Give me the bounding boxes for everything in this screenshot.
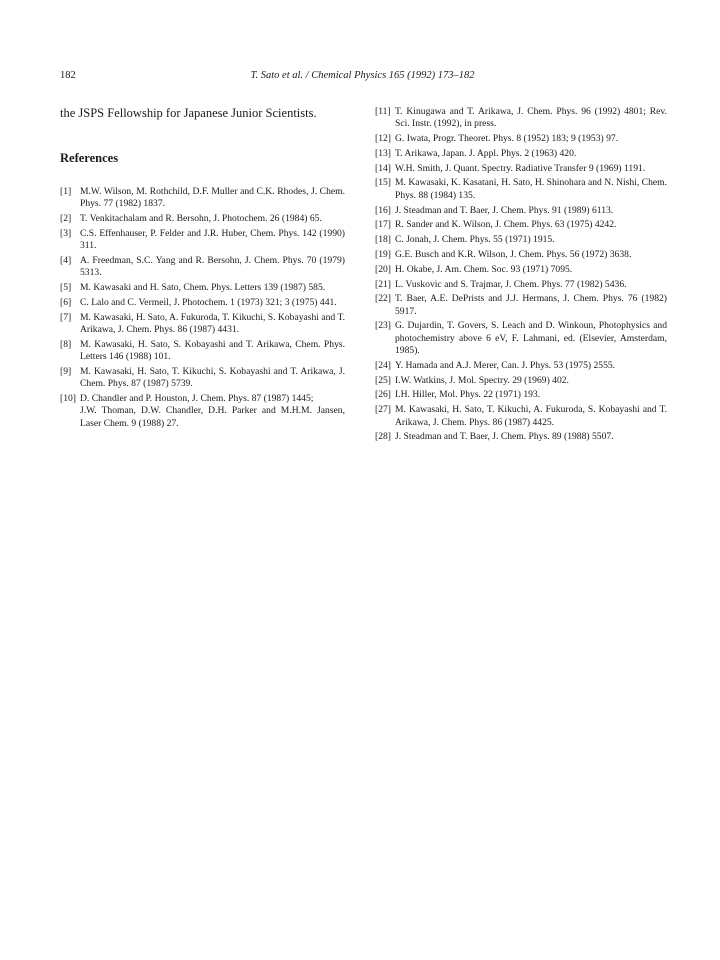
reference-number: [22]	[375, 293, 391, 305]
reference-item	[375, 389, 667, 401]
reference-text: M. Kawasaki and H. Sato, Chem. Phys. Letters 139 (1987) 585.	[80, 282, 326, 294]
acknowledgement-continuation: the JSPS Fellowship for Japanese Junior Scientists.	[60, 106, 317, 120]
reference-number: [10]	[60, 392, 76, 404]
page-number: 182	[60, 70, 76, 81]
reference-text: I.H. Hiller, Mol. Phys. 22 (1971) 193.	[395, 389, 541, 401]
reference-text: C. Lalo and C. Vermeil, J. Photochem. 1 (1973) 321; 3 (1975) 441.	[80, 296, 337, 308]
reference-number: [11]	[375, 106, 391, 117]
reference-text: M. Kawasaki, K. Kasatani, H. Sato, H. Shinohara and N. Nishi, Chem. Phys. 88 (1984) 135.	[395, 177, 667, 201]
reference-number: [19]	[375, 248, 391, 260]
reference-item	[375, 320, 667, 357]
reference-number: [3]	[60, 227, 72, 239]
right-column	[375, 106, 667, 446]
reference-item	[375, 404, 667, 429]
reference-number: [5]	[60, 282, 72, 294]
reference-text: M. Kawasaki, H. Sato, T. Kikuchi, A. Fukuroda, S. Kobayashi and T. Arikawa, J. Chem. Phys. 86 (1987) 4425.	[395, 404, 667, 428]
reference-text: M. Kawasaki, H. Sato, S. Kobayashi and T. Arikawa, Chem. Phys. Letters 146 (1988) 101.	[80, 338, 345, 363]
reference-number: [16]	[375, 204, 391, 216]
reference-text: Y. Hamada and A.J. Merer, Can. J. Phys. 53 (1975) 2555.	[395, 359, 616, 371]
reference-item	[375, 249, 667, 261]
reference-text: C. Jonah, J. Chem. Phys. 55 (1971) 1915.	[395, 234, 555, 246]
reference-text: M.W. Wilson, M. Rothchild, D.F. Muller and C.K. Rhodes, J. Chem. Phys. 77 (1982) 1837.	[80, 186, 345, 210]
reference-text: R. Sander and K. Wilson, J. Chem. Phys. 63 (1975) 4242.	[395, 219, 617, 231]
reference-number: [2]	[60, 213, 72, 225]
reference-item	[375, 148, 667, 160]
reference-number: [24]	[375, 359, 391, 371]
reference-item	[375, 219, 667, 231]
reference-item	[375, 163, 667, 175]
running-head	[60, 70, 665, 84]
reference-number: [12]	[375, 133, 391, 145]
references-heading: References	[60, 151, 119, 165]
reference-text: D. Chandler and P. Houston, J. Chem. Phys. 87 (1987) 1445;	[80, 392, 314, 404]
reference-number: [8]	[60, 338, 72, 350]
reference-text: G. Dujardin, T. Govers, S. Leach and D. Winkoun, Photophysics and photochemistry above 6 eV, F. Lahmani, ed. (Elsevier, Amsterdam, 1985).	[395, 320, 667, 357]
reference-item	[60, 282, 345, 294]
reference-text: T. Arikawa, Japan. J. Appl. Phys. 2 (1963) 420.	[395, 147, 577, 159]
reference-item	[375, 431, 667, 443]
reference-list-right	[375, 106, 667, 444]
reference-text: T. Kinugawa and T. Arikawa, J. Chem. Phys. 96 (1992) 4801; Rev. Sci. Instr. (1992), in press.	[395, 106, 667, 130]
reference-list-left	[60, 186, 345, 430]
reference-text-continued: J.W. Thoman, D.W. Chandler, D.H. Parker and M.H.M. Jansen, Laser Chem. 9 (1988) 27.	[80, 405, 345, 429]
reference-number: [28]	[375, 431, 391, 443]
reference-item	[375, 205, 667, 217]
reference-text: W.H. Smith, J. Quant. Spectry. Radiative Transfer 9 (1969) 1191.	[395, 162, 646, 174]
reference-text: M. Kawasaki, H. Sato, T. Kikuchi, S. Kobayashi and T. Arikawa, J. Chem. Phys. 87 (1987) 5739.	[80, 365, 345, 390]
reference-number: [14]	[375, 162, 391, 174]
reference-number: [15]	[375, 177, 391, 189]
reference-text: J. Steadman and T. Baer, J. Chem. Phys. 91 (1989) 6113.	[395, 204, 614, 216]
reference-text: C.S. Effenhauser, P. Felder and J.R. Huber, Chem. Phys. 142 (1990) 311.	[80, 227, 345, 252]
reference-item	[60, 312, 345, 337]
reference-text: M. Kawasaki, H. Sato, A. Fukuroda, T. Kikuchi, S. Kobayashi and T. Arikawa, J. Chem. Phys. 86 (1987) 4431.	[80, 311, 345, 335]
reference-item	[60, 297, 345, 309]
reference-item	[375, 360, 667, 372]
reference-item	[375, 293, 667, 318]
left-column	[60, 106, 345, 432]
reference-text: G.E. Busch and K.R. Wilson, J. Chem. Phys. 56 (1972) 3638.	[395, 248, 632, 260]
reference-number: [17]	[375, 219, 391, 231]
reference-item	[60, 393, 345, 430]
reference-item	[375, 234, 667, 246]
reference-item	[60, 339, 345, 364]
reference-item	[375, 279, 667, 291]
reference-number: [25]	[375, 374, 391, 386]
reference-number: [7]	[60, 311, 72, 323]
reference-text: L. Vuskovic and S. Trajmar, J. Chem. Phys. 77 (1982) 5436.	[395, 278, 627, 290]
reference-number: [26]	[375, 389, 391, 401]
reference-text: H. Okabe, J. Am. Chem. Soc. 93 (1971) 7095.	[395, 263, 573, 275]
reference-number: [1]	[60, 186, 72, 197]
reference-item	[60, 186, 345, 211]
reference-text: A. Freedman, S.C. Yang and R. Bersohn, J. Chem. Phys. 70 (1979) 5313.	[80, 254, 345, 279]
reference-number: [13]	[375, 147, 391, 159]
reference-number: [23]	[375, 320, 391, 332]
reference-text: T. Baer, A.E. DePrists and J.J. Hermans, J. Chem. Phys. 76 (1982) 5917.	[395, 293, 667, 317]
reference-text: I.W. Watkins, J. Mol. Spectry. 29 (1969) 402.	[395, 374, 569, 386]
reference-number: [6]	[60, 296, 72, 308]
reference-item	[60, 213, 345, 225]
reference-number: [20]	[375, 263, 391, 275]
reference-item	[375, 375, 667, 387]
reference-number: [21]	[375, 278, 391, 290]
reference-number: [27]	[375, 404, 391, 416]
reference-text: T. Venkitachalam and R. Bersohn, J. Photochem. 26 (1984) 65.	[80, 213, 322, 225]
reference-item	[375, 264, 667, 276]
reference-text: J. Steadman and T. Baer, J. Chem. Phys. 89 (1988) 5507.	[395, 431, 614, 443]
reference-item	[60, 228, 345, 253]
reference-number: [4]	[60, 254, 72, 266]
reference-number: [18]	[375, 234, 391, 246]
reference-item	[60, 255, 345, 280]
journal-citation: T. Sato et al. / Chemical Physics 165 (1992) 173–182	[250, 70, 475, 81]
reference-item	[375, 177, 667, 202]
reference-item	[375, 106, 667, 131]
reference-item	[60, 366, 345, 391]
reference-number: [9]	[60, 365, 72, 377]
reference-item	[375, 133, 667, 145]
reference-text: G. Iwata, Progr. Theoret. Phys. 8 (1952) 183; 9 (1953) 97.	[395, 133, 619, 145]
